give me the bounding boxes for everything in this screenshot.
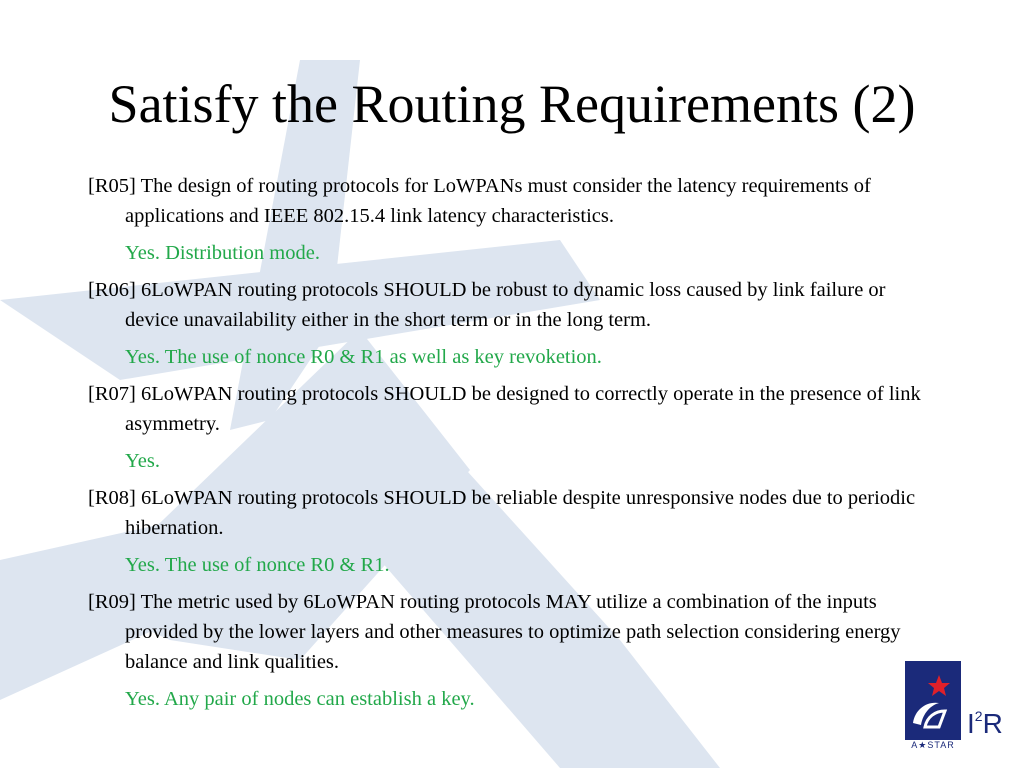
answer-r07: Yes. [125,450,160,472]
requirement-r08: [R08] 6LoWPAN routing protocols SHOULD be reliable despite unresponsive nodes due to periodic hibernation. [88,487,916,539]
astar-logo [905,661,961,740]
requirement-r07: [R07] 6LoWPAN routing protocols SHOULD be designed to correctly operate in the presence of link asymmetry. [88,383,921,435]
i2r-main: I [967,708,975,739]
astar-logo-icon [905,661,961,740]
i2r-end: R [982,708,1003,739]
requirements-list [88,171,928,721]
i2r-logo-text [967,708,1003,740]
answer-r06: Yes. The use of nonce R0 & R1 as well as key revoketion. [125,346,602,368]
answer-r09: Yes. Any pair of nodes can establish a key. [125,688,475,710]
requirement-r09: [R09] The metric used by 6LoWPAN routing protocols MAY utilize a combination of the inputs provided by the lower layers and other measures to optimize path selection considering energy balance and link qualities. [88,591,901,673]
slide-title: Satisfy the Routing Requirements (2) [108,74,916,134]
answer-r05: Yes. Distribution mode. [125,242,320,264]
astar-caption: A★STAR [911,740,955,750]
answer-r08: Yes. The use of nonce R0 & R1. [125,554,390,576]
requirement-r05: [R05] The design of routing protocols for LoWPANs must consider the latency requirements of applications and IEEE 802.15.4 link latency characteristics. [88,175,871,227]
requirement-r06: [R06] 6LoWPAN routing protocols SHOULD be robust to dynamic loss caused by link failure or device unavailability either in the short term or in the long term. [88,279,886,331]
i2r-sup: 2 [974,708,983,724]
